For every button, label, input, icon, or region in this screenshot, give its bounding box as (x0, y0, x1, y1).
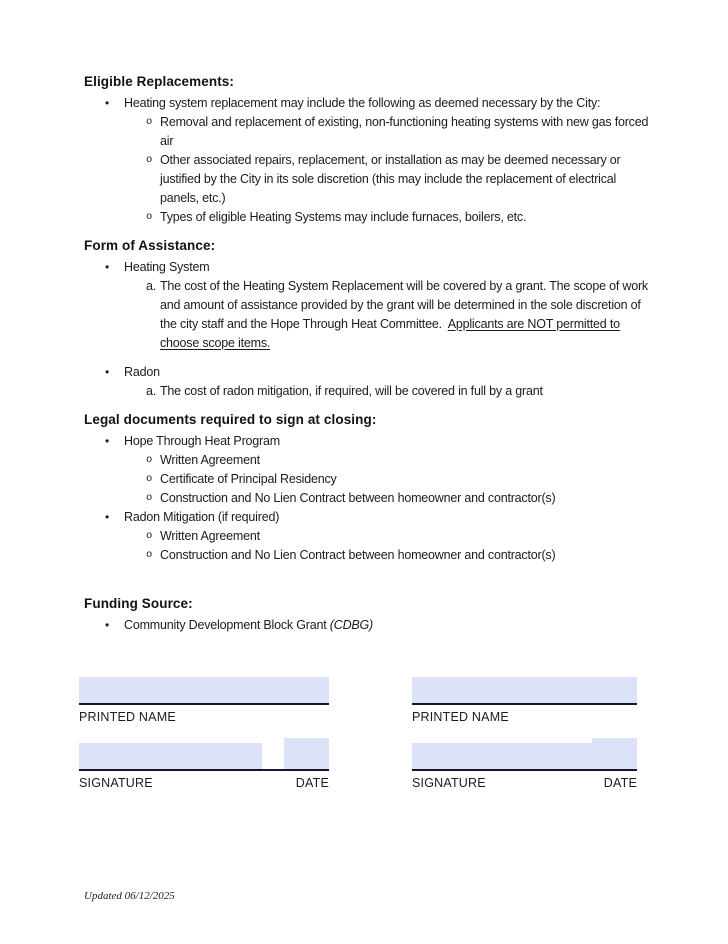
bullet-disc-marker: • (105, 510, 110, 524)
document-section (84, 72, 656, 227)
list-item (84, 151, 656, 208)
list-item-text: Radon Mitigation (if required) (124, 510, 280, 524)
printed-name-field[interactable] (412, 677, 637, 705)
signature-date-row (412, 738, 637, 771)
signature-label: SIGNATURE (412, 776, 486, 790)
list-item-text: Heating System (124, 260, 210, 274)
list-item-text: The cost of the Heating System Replacement will be covered by a grant. The scope of work and amount of assistance provided by the grant will be determined in the sole discretion of the city staff and the Hope Through Heat Committee. Applicants are NOT permitted to choose scope items. (160, 279, 648, 350)
list-item (84, 470, 656, 489)
bullet-circle-marker: o (146, 154, 153, 166)
list-item-text: Removal and replacement of existing, non-functioning heating systems with new gas forced air (160, 115, 649, 148)
bullet-disc-marker: • (105, 365, 110, 379)
list-item (84, 208, 656, 227)
list-item (84, 277, 656, 353)
signature-date-labels (79, 776, 329, 791)
section-heading: Eligible Replacements: (84, 74, 234, 89)
printed-name-label: PRINTED NAME (412, 710, 509, 724)
bullet-circle-marker: o (146, 549, 153, 561)
list-item-text: Construction and No Lien Contract between homeowner and contractor(s) (160, 491, 556, 505)
alpha-list-marker: a. (146, 279, 157, 293)
list-item-text: Hope Through Heat Program (124, 434, 280, 448)
date-field[interactable] (592, 738, 637, 769)
list-item (84, 113, 656, 151)
list-item-text: Radon (124, 365, 160, 379)
signature-field[interactable] (412, 743, 592, 769)
list-item-text: Community Development Block Grant (CDBG) (124, 618, 374, 632)
section-heading: Form of Assistance: (84, 238, 216, 253)
date-line (262, 738, 329, 771)
list-item (84, 616, 656, 635)
printed-name-label: PRINTED NAME (79, 710, 176, 724)
bullet-circle-marker: o (146, 492, 153, 504)
list-item-text: Written Agreement (160, 529, 260, 543)
signature-date-labels (412, 776, 637, 791)
footer-updated-note: Updated 06/12/2025 (84, 890, 175, 902)
signature-date-line (412, 738, 637, 771)
list-item (84, 546, 656, 565)
list-item-text: The cost of radon mitigation, if required, will be covered in full by a grant (160, 384, 543, 398)
list-item-text: Types of eligible Heating Systems may include furnaces, boilers, etc. (160, 210, 527, 224)
bullet-disc-marker: • (105, 434, 110, 448)
signature-block (0, 677, 728, 790)
list-item (84, 489, 656, 508)
bullet-disc-marker: • (105, 260, 110, 274)
bullet-circle-marker: o (146, 473, 153, 485)
list-item (84, 432, 656, 451)
bullet-circle-marker: o (146, 530, 153, 542)
date-field[interactable] (284, 738, 329, 769)
list-item (84, 451, 656, 470)
list-item (84, 527, 656, 546)
bullet-disc-marker: • (105, 96, 110, 110)
list-item-text: Written Agreement (160, 453, 260, 467)
signature-field[interactable] (79, 743, 262, 771)
list-item-text: Other associated repairs, replacement, or installation as may be deemed necessary or justified by the City in its sole discretion (this may include the replacement of electrical panels, etc.) (160, 153, 621, 205)
date-label: DATE (603, 776, 637, 790)
signature-column-right (412, 677, 637, 791)
bullet-disc-marker: • (105, 618, 110, 632)
signature-label: SIGNATURE (79, 776, 153, 790)
signature-column-left (79, 677, 329, 791)
list-item (84, 382, 656, 401)
printed-name-field[interactable] (79, 677, 329, 705)
section-heading: Funding Source: (84, 596, 193, 611)
list-item (84, 363, 656, 382)
document-section (84, 410, 656, 565)
list-item (84, 258, 656, 277)
list-item-text: Construction and No Lien Contract between homeowner and contractor(s) (160, 548, 556, 562)
section-heading: Legal documents required to sign at closing: (84, 412, 377, 427)
document-body (84, 72, 656, 635)
list-item-text: Heating system replacement may include the following as deemed necessary by the City: (124, 96, 601, 110)
signature-date-row (79, 738, 329, 771)
list-item (84, 94, 656, 113)
bullet-circle-marker: o (146, 454, 153, 466)
bullet-circle-marker: o (146, 116, 153, 128)
document-section (84, 236, 656, 401)
list-item (84, 508, 656, 527)
bullet-circle-marker: o (146, 211, 153, 223)
date-label: DATE (295, 776, 329, 790)
alpha-list-marker: a. (146, 384, 157, 398)
document-section (84, 594, 656, 635)
list-item-text: Certificate of Principal Residency (160, 472, 337, 486)
